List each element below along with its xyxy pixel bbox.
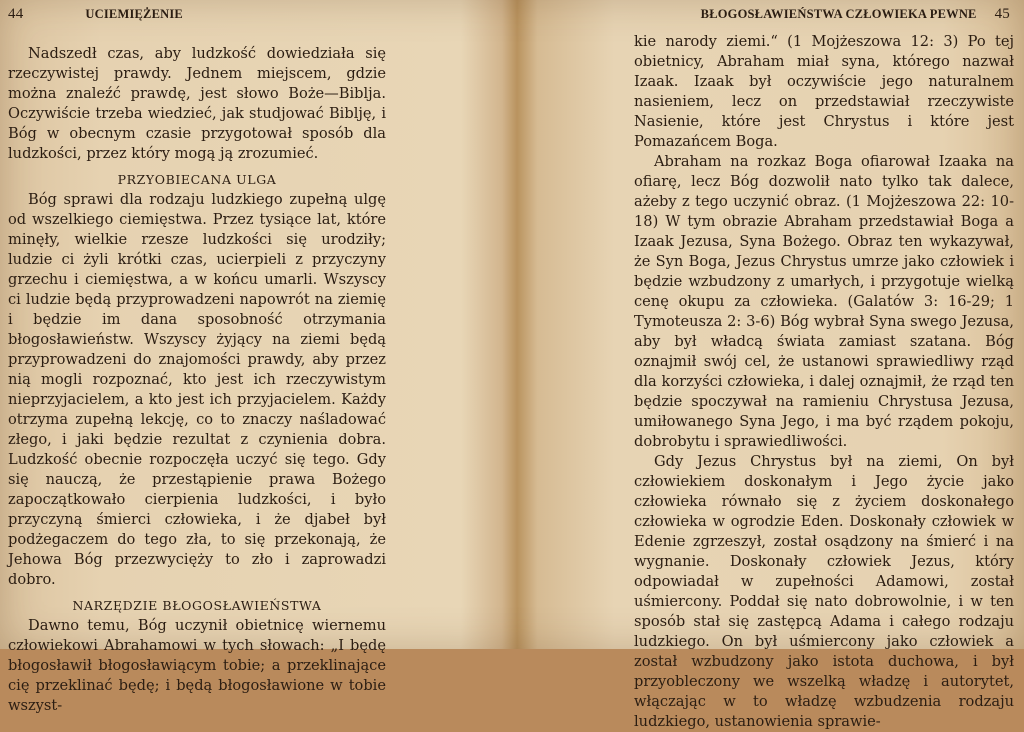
left-page-text <box>8 44 386 716</box>
right-page <box>528 0 1024 730</box>
paragraph: Dawno temu, Bóg uczynił obietnicę wiernemu człowiekowi Abrahamowi w tych słowach: „I będę błogosławił błogosławiącym tobie; a przeklinające cię przeklinać będę; i będą błogosławione w tobie wszyst- <box>8 617 386 714</box>
section-heading-relief: PRZYOBIECANA ULGA <box>117 172 277 187</box>
right-running-head <box>628 6 1010 23</box>
left-running-head <box>8 6 388 23</box>
paragraph: Abraham na rozkaz Boga ofiarował Izaaka na ofiarę, lecz Bóg dozwolił nato tylko tak dalece, ażeby z tego uczynić obraz. (1 Mojżeszowa 22: 10-18) W tym obrazie Abraham przedstawiał Boga a Izaak Jezusa, Syna Bożego. Obraz ten wykazywał, że Syn Boga, Jezus Chrystus umrze jako człowiek i będzie wzbudzony z umarłych, i przygotuje wielką cenę okupu za człowieka. (Galatów 3: 16-29; 1 Tymoteusza 2: 3-6) Bóg wybrał Syna swego Jezusa, aby był władcą świata zamiast szatana. Bóg oznajmił swój cel, że ustanowi sprawiedliwy rząd dla korzyści człowieka, i dalej oznajmił, że rząd ten będzie spoczywał na ramieniu Chrystusa Jezusa, umiłowanego Syna Jego, i ma być rządem pokoju, dobrobytu i sprawiedliwości. <box>634 153 1014 450</box>
left-page-number: 44 <box>8 6 24 22</box>
left-running-title: UCIEMIĘŻENIE <box>85 7 183 21</box>
paragraph: Gdy Jezus Chrystus był na ziemi, On był człowiekiem doskonałym i Jego życie jako człowieka równało się z życiem doskonałego człowieka w ogrodzie Eden. Doskonały człowiek w Edenie zgrzeszył, został osądzony na śmierć i na wygnanie. Doskonały człowiek Jezus, który odpowiadał w zupełności Adamowi, został uśmiercony. Poddał się nato dobrowolnie, i w ten sposób stał się zastępcą Adama i całego rodzaju ludzkiego. On był uśmiercony jako człowiek a został wzbudzony jako istota duchowa, i był przyobleczony we wszelką władzę i autorytet, włączając w to władzę wzbudzenia rodzaju ludzkiego, ustanowienia sprawie- <box>634 453 1014 730</box>
paragraph: Bóg sprawi dla rodzaju ludzkiego zupełną ulgę od wszelkiego ciemięstwa. Przez tysiące lat, które minęły, wielkie rzesze ludzkości się urodziły; ludzie ci żyli krótki czas, ucierpieli z przyczyny grzechu i ciemięstwa, a w końcu umarli. Wszyscy ci ludzie będą przyprowadzeni napowrót na ziemię i będzie im dana sposobność otrzymania błogosławieństw. Wszyscy żyjący na ziemi będą przyprowadzeni do znajomości prawdy, aby przez nią mogli rozpoznać, kto jest ich rzeczywistym nieprzyjacielem, a kto jest ich przyjacielem. Każdy otrzyma zupełną lekcję, co to znaczy naśladować złego, i jaki będzie rezultat z czynienia dobra. Ludzkość obecnie rozpoczęła uczyć się tego. Gdy się nauczą, że przestąpienie prawa Bożego zapoczątkowało cierpienia ludzkości, i było przyczyną śmierci człowieka, i że djabeł był podżegaczem do tego zła, to się przekonają, że Jehowa Bóg przezwycięży to zło i zaprowadzi dobro. <box>8 191 386 588</box>
right-running-title: BŁOGOSŁAWIEŃSTWA CZŁOWIEKA PEWNE <box>700 7 977 21</box>
right-page-number: 45 <box>994 6 1010 22</box>
right-page-text <box>634 32 1014 732</box>
section-heading-instrument: NARZĘDZIE BŁOGOSŁAWIEŃSTWA <box>72 598 322 613</box>
left-page <box>0 0 512 714</box>
paragraph-continuation: kie narody ziemi.“ (1 Mojżeszowa 12: 3) Po tej obietnicy, Abraham miał syna, którego nazwał Izaak. Izaak był oczywiście jego naturalnem nasieniem, lecz on przedstawiał rzeczywiste Nasienie, które jest Chrystus i które jest Pomazańcem Boga. <box>634 33 1014 150</box>
paragraph: Nadszedł czas, aby ludzkość dowiedziała się rzeczywistej prawdy. Jednem miejscem, gdzie można znaleźć prawdę, jest słowo Boże—Biblja. Oczywiście trzeba wiedzieć, jak studjować Biblję, i Bóg w obecnym czasie przygotował sposób dla ludzkości, przez który mogą ją zrozumieć. <box>8 45 386 162</box>
